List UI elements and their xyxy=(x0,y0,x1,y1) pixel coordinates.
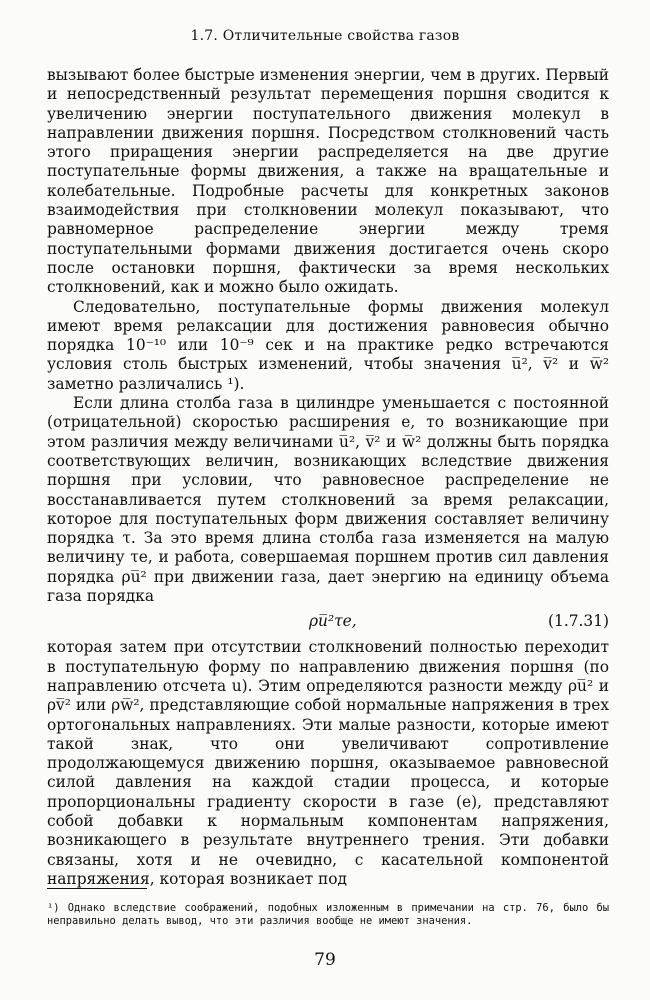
equation-1-7-31 xyxy=(47,612,609,632)
paragraph-1: вызывают более быстрые изменения энергии, чем в других. Первый и непосредственный результат перемещения поршня сводится к увеличению энергии поступательного движения молекул в направлении движения поршня. Посредством столкновений часть этого приращения энергии распределяется на две другие поступательные формы движения, а также на вращательные и колебательные. Подробные расчеты для конкретных законов взаимодействия при столкновении молекул показывают, что равномерное распределение энергии между тремя поступательными формами движения достигается очень скоро после остановки поршня, фактически за время нескольких столкновений, как и можно было ожидать. xyxy=(47,66,609,297)
running-header: 1.7. Отличительные свойства газов xyxy=(190,28,460,44)
footnote: ¹) Однако вследствие соображений, подобных изложенным в примечании на стр. 76, было бы неправильно делать вывод, что эти различия вообще не имеют значения. xyxy=(47,902,609,927)
page-number: 79 xyxy=(314,950,336,970)
main-text xyxy=(47,66,609,889)
paragraph-4: которая затем при отсутствии столкновений полностью переходит в поступательную форму по направлению движения поршня (по направлению отсчета u). Этим определяются разности между ρu̅² и ρv̅² или ρw̅², представляющие собой нормальные напряжения в трех ортогональных направлениях. Эти малые разности, которые имеют такой знак, что они увеличивают сопротивление продолжающемуся движению поршня, оказываемое равновесной силой давления на каждой стадии процесса, и которые пропорциональны градиенту скорости в газе (e), представляют собой добавки к нормальным компонентам напряжения, возникающего в результате внутреннего трения. Эти добавки связаны, хотя и не очевидно, с касательной компонентой напряжения, которая возникает под xyxy=(47,638,609,888)
equation-expression: ρu̅²τe, xyxy=(309,612,357,631)
footnote-divider xyxy=(47,888,147,889)
paragraph-2: Следовательно, поступательные формы движения молекул имеют время релаксации для достижения равновесия обычно порядка 10⁻¹⁰ или 10⁻⁹ сек и на практике редко встречаются условия столь быстрых изменений, чтобы значения u̅², v̅² и w̅² заметно различались ¹). xyxy=(47,297,609,393)
equation-number: (1.7.31) xyxy=(548,612,609,631)
paragraph-3: Если длина столба газа в цилиндре уменьшается с постоянной (отрицательной) скоростью расширения e, то возникающие при этом различия между величинами u̅², v̅² и w̅² должны быть порядка соответствующих величин, возникающих вследствие движения поршня при условии, что равновесное распределение не восстанавливается путем столкновений за время релаксации, которое для поступательных форм движения составляет величину порядка τ. За это время длина столба газа изменяется на малую величину τe, и работа, совершаемая поршнем против сил давления порядка ρu̅² при движении газа, дает энергию на единицу объема газа порядка xyxy=(47,394,609,606)
